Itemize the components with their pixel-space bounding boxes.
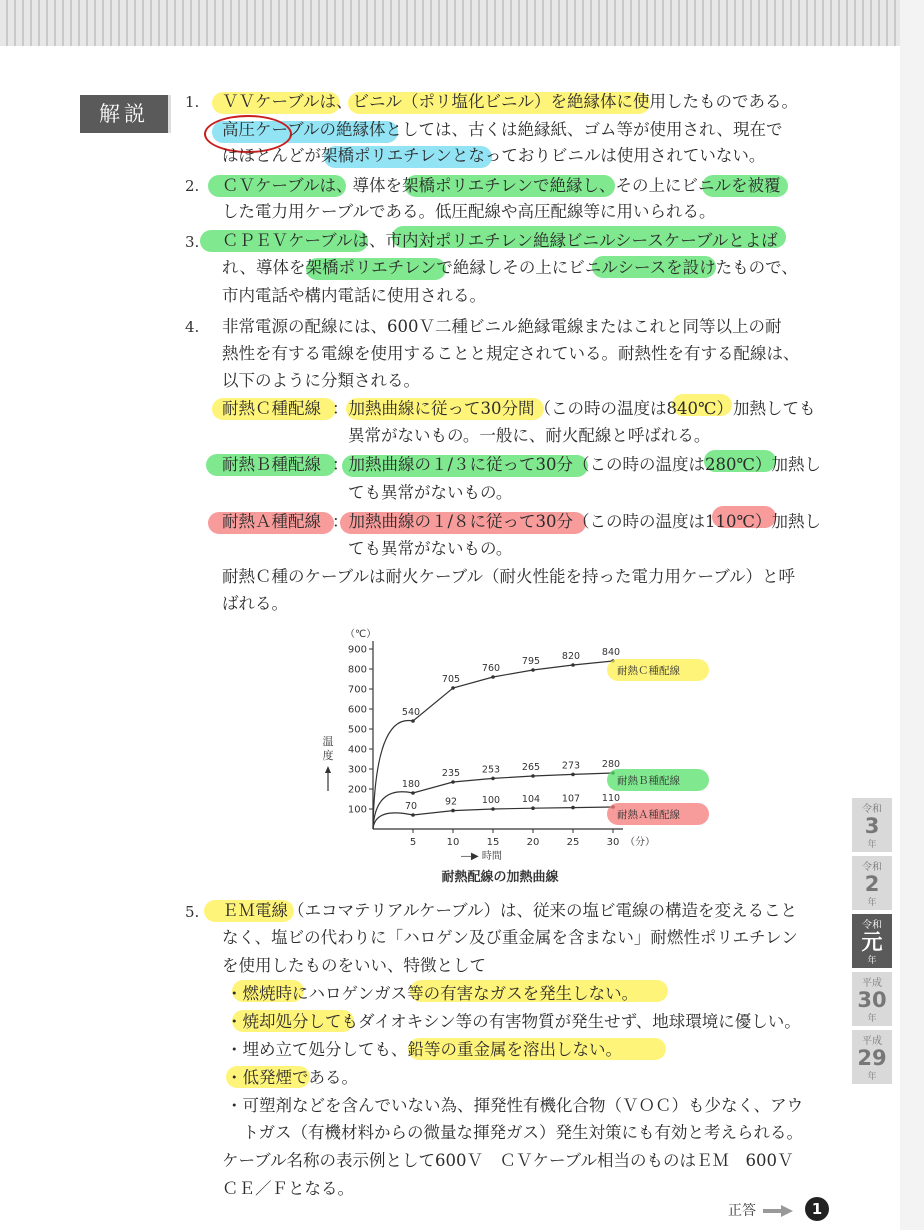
data-label: 840 (601, 647, 621, 658)
y-axis-arrowhead (325, 766, 331, 773)
data-point (531, 774, 535, 778)
x-axis-label: ―▶ 時間 (461, 851, 502, 862)
data-point (451, 809, 455, 813)
data-point (571, 773, 575, 777)
item-text: れ、導体を架橋ポリエチレンで絶縁しその上にビニルシースを設けたもので、 (222, 258, 798, 277)
tab-year: 3 (864, 814, 880, 838)
y-tick-label: 500 (347, 724, 367, 736)
y-tick-label: 800 (347, 664, 367, 676)
answer-value: 1 (805, 1197, 829, 1221)
feature-bullet: ・燃焼時にハロゲンガス等の有害なガスを発生しない。 (226, 984, 639, 1003)
tab-year: 元 (861, 930, 883, 954)
item-text: ＣＰＥＶケーブルは、市内対ポリエチレン絶縁ビニルシースケーブルとよば (222, 231, 778, 250)
class-desc: ：加熱曲線の１/８に従って30分（この時の温度は110℃）加熱し (332, 512, 822, 531)
feature-bullet: ・可塑剤などを含んでいない為、揮発性有機化合物（ＶＯＣ）も少なく、アウ (226, 1096, 804, 1115)
y-axis-label: 度 (322, 749, 334, 762)
item-text: ＥＭ電線（エコマテリアルケーブル）は、従来の塩ビ電線の構造を変えること (222, 901, 798, 920)
data-label: 104 (521, 794, 541, 806)
data-label: 180 (401, 779, 421, 790)
x-unit: （分） (625, 837, 655, 848)
year-tab-r1[interactable] (852, 914, 892, 968)
top-binding-bar (0, 0, 900, 46)
x-tick-label: 5 (409, 837, 417, 848)
item-text: なく、塩ビの代わりに「ハロゲン及び重金属を含まない」耐燃性ポリエチレン (222, 928, 798, 947)
feature-bullet: トガス（有機材料からの微量な揮発ガス）発生対策にも有効と考えられる。 (226, 1123, 804, 1142)
data-point (491, 675, 495, 679)
data-point (491, 807, 495, 811)
tab-nen: 年 (867, 1072, 877, 1082)
class-term: 耐熱Ｃ種配線 (222, 399, 321, 418)
item-text: 非常電源の配線には、600Ｖ二種ビニル絶縁電線またはこれと同等以上の耐 (222, 317, 782, 336)
class-term: 耐熱Ａ種配線 (222, 512, 321, 531)
year-tab-h29[interactable] (852, 1030, 892, 1084)
feature-bullet: ・低発煙である。 (226, 1068, 358, 1087)
class-desc: ても異常がないもの。 (348, 539, 513, 558)
class-term: 耐熱Ｂ種配線 (222, 455, 321, 474)
series-label: 耐熱Ｃ種配線 (617, 665, 680, 677)
item-text: を使用したものをいい、特徴として (222, 956, 486, 975)
answer-label: 正答 (728, 1203, 756, 1219)
tab-year: 29 (857, 1046, 887, 1070)
y-tick-label: 600 (347, 704, 367, 716)
tab-year: 2 (864, 872, 880, 896)
y-unit: （℃） (345, 629, 377, 640)
tab-nen: 年 (867, 840, 877, 850)
data-label: 795 (521, 656, 541, 667)
data-label: 540 (401, 707, 421, 718)
data-label: 70 (404, 801, 418, 812)
data-point (451, 686, 455, 690)
class-note: 耐熱Ｃ種のケーブルは耐火ケーブル（耐火性能を持った電力用ケーブル）と呼 (222, 567, 796, 586)
class-desc: ：加熱曲線の１/３に従って30分（この時の温度は280℃）加熱し (332, 455, 822, 474)
data-label: 760 (481, 663, 501, 674)
data-point (411, 791, 415, 795)
x-tick-label: 20 (526, 837, 540, 848)
year-tab-r2[interactable] (852, 856, 892, 910)
arrow-right-icon (763, 1205, 793, 1217)
y-tick-label: 100 (347, 804, 367, 816)
class-desc: 異常がないもの。一般に、耐火配線と呼ばれる。 (348, 426, 711, 445)
y-tick-label: 200 (347, 784, 367, 796)
tab-era: 平成 (862, 978, 882, 989)
data-label: 820 (561, 651, 581, 662)
x-tick-label: 30 (606, 837, 620, 848)
data-point (571, 806, 575, 810)
tab-era: 令和 (862, 862, 882, 873)
data-label: 100 (481, 795, 501, 806)
x-tick-label: 25 (566, 837, 580, 848)
tab-year: 30 (857, 988, 887, 1012)
x-tick-label: 10 (446, 837, 460, 848)
data-label: 107 (561, 793, 581, 805)
feature-bullet: ・焼却処分してもダイオキシン等の有害物質が発生せず、地球環境に優しい。 (226, 1012, 801, 1031)
class-desc: ても異常がないもの。 (348, 483, 513, 502)
class-desc: ：加熱曲線に従って30分間（この時の温度は840℃）加熱しても (332, 399, 816, 418)
item-number: 3. (185, 233, 200, 251)
data-label: 273 (561, 760, 581, 772)
tab-era: 平成 (862, 1036, 882, 1047)
tab-era: 令和 (862, 920, 882, 931)
item-number: 1. (185, 93, 200, 111)
data-label: 280 (601, 759, 621, 770)
feature-bullet: ・埋め立て処分しても、鉛等の重金属を溶出しない。 (226, 1040, 622, 1059)
data-point (531, 668, 535, 672)
y-tick-label: 300 (347, 764, 367, 776)
series-label: 耐熱Ａ種配線 (617, 809, 680, 821)
year-tab-h30[interactable] (852, 972, 892, 1026)
item-number: 2. (185, 177, 200, 195)
data-label: 235 (441, 768, 461, 779)
class-note: ばれる。 (222, 594, 288, 613)
data-label: 705 (441, 674, 461, 685)
item-text: ＣＶケーブルは、導体を架橋ポリエチレンで絶縁し、その上にビニルを被覆 (222, 176, 781, 195)
chart-title: 耐熱配線の加熱曲線 (441, 870, 559, 885)
item-number: 4. (185, 318, 200, 336)
item-text: ＶＶケーブルは、ビニル（ポリ塩化ビニル）を絶縁体に使用したものである。 (222, 92, 799, 111)
y-axis-label: 温 (322, 735, 334, 748)
data-point (491, 777, 495, 781)
closing-text: ケーブル名称の表示例として600Ｖ ＣＶケーブル相当のものはＥＭ 600Ｖ (222, 1151, 794, 1170)
item-text: はほとんどが架橋ポリエチレンとなっておりビニルは使用されていない。 (222, 146, 766, 165)
tab-nen: 年 (867, 956, 877, 966)
tab-era: 令和 (862, 804, 882, 815)
data-point (571, 663, 575, 667)
page-edge (900, 0, 924, 1230)
item-text: 市内電話や構内電話に使用される。 (222, 286, 486, 305)
y-tick-label: 900 (347, 644, 367, 656)
tab-nen: 年 (867, 1014, 877, 1024)
y-tick-label: 400 (347, 744, 367, 756)
section-label: 解説 (80, 95, 171, 133)
data-point (411, 813, 415, 817)
item-text: 熱性を有する電線を使用することと規定されている。耐熱性を有する配線は、 (222, 344, 800, 363)
item-number: 5. (185, 903, 200, 921)
item-text: した電力用ケーブルである。低圧配線や高圧配線等に用いられる。 (222, 202, 716, 221)
data-label: 253 (481, 764, 501, 776)
item-text: 以下のように分類される。 (222, 371, 420, 390)
y-tick-label: 700 (347, 684, 367, 696)
tab-nen: 年 (867, 898, 877, 908)
heating-curve-chart (300, 620, 740, 890)
data-point (531, 806, 535, 810)
series-label: 耐熱Ｂ種配線 (617, 775, 680, 787)
closing-text: ＣＥ／Ｆとなる。 (222, 1179, 354, 1198)
data-label: 110 (601, 793, 621, 804)
data-label: 265 (521, 762, 541, 773)
data-label: 92 (444, 796, 458, 808)
item-text: 高圧ケーブルの絶縁体としては、古くは絶縁紙、ゴム等が使用され、現在で (222, 120, 783, 139)
data-point (411, 719, 415, 723)
year-tab-r3[interactable] (852, 798, 892, 852)
data-point (451, 780, 455, 784)
x-tick-label: 15 (486, 837, 500, 848)
